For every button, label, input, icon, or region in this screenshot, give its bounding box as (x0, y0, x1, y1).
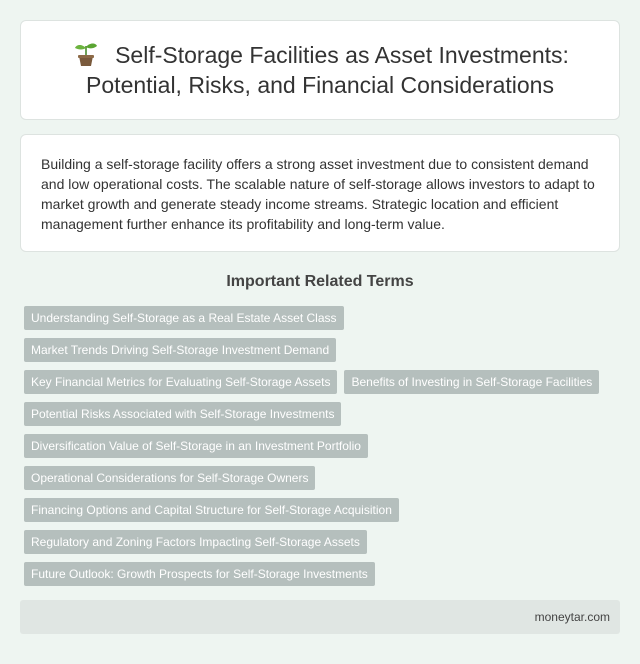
term-row (24, 530, 616, 554)
term-tag[interactable]: Regulatory and Zoning Factors Impacting Self-Storage Assets (24, 530, 367, 554)
page-title (41, 40, 599, 100)
footer (20, 600, 620, 634)
sprout-icon (71, 41, 101, 67)
term-tag[interactable]: Financing Options and Capital Structure for Self-Storage Acquisition (24, 498, 399, 522)
term-tag[interactable]: Future Outlook: Growth Prospects for Self-Storage Investments (24, 562, 375, 586)
title-card (20, 20, 620, 120)
term-tag[interactable]: Key Financial Metrics for Evaluating Self-Storage Assets (24, 370, 337, 394)
term-row (24, 402, 616, 426)
related-terms-list (24, 306, 616, 594)
term-row (24, 498, 616, 522)
term-row (24, 306, 616, 330)
related-terms-heading: Important Related Terms (226, 273, 414, 290)
page-title-text: Self-Storage Facilities as Asset Investments: Potential, Risks, and Financial Considerations (86, 42, 569, 98)
term-tag[interactable]: Diversification Value of Self-Storage in an Investment Portfolio (24, 434, 368, 458)
footer-site-name: moneytar.com (534, 610, 610, 624)
term-row (24, 370, 616, 394)
term-tag[interactable]: Benefits of Investing in Self-Storage Facilities (344, 370, 599, 394)
term-tag[interactable]: Potential Risks Associated with Self-Storage Investments (24, 402, 341, 426)
intro-card (20, 134, 620, 252)
term-row (24, 466, 616, 490)
term-row (24, 338, 616, 362)
term-row (24, 562, 616, 586)
term-tag[interactable]: Understanding Self-Storage as a Real Estate Asset Class (24, 306, 344, 330)
term-tag[interactable]: Market Trends Driving Self-Storage Investment Demand (24, 338, 336, 362)
intro-paragraph: Building a self-storage facility offers a strong asset investment due to consistent demand and low operational costs. The scalable nature of self-storage allows investors to adapt to market growth and generate steady income streams. Strategic location and efficient management further enhance its profitability and long-term value. (41, 156, 595, 232)
term-row (24, 434, 616, 458)
term-tag[interactable]: Operational Considerations for Self-Storage Owners (24, 466, 315, 490)
